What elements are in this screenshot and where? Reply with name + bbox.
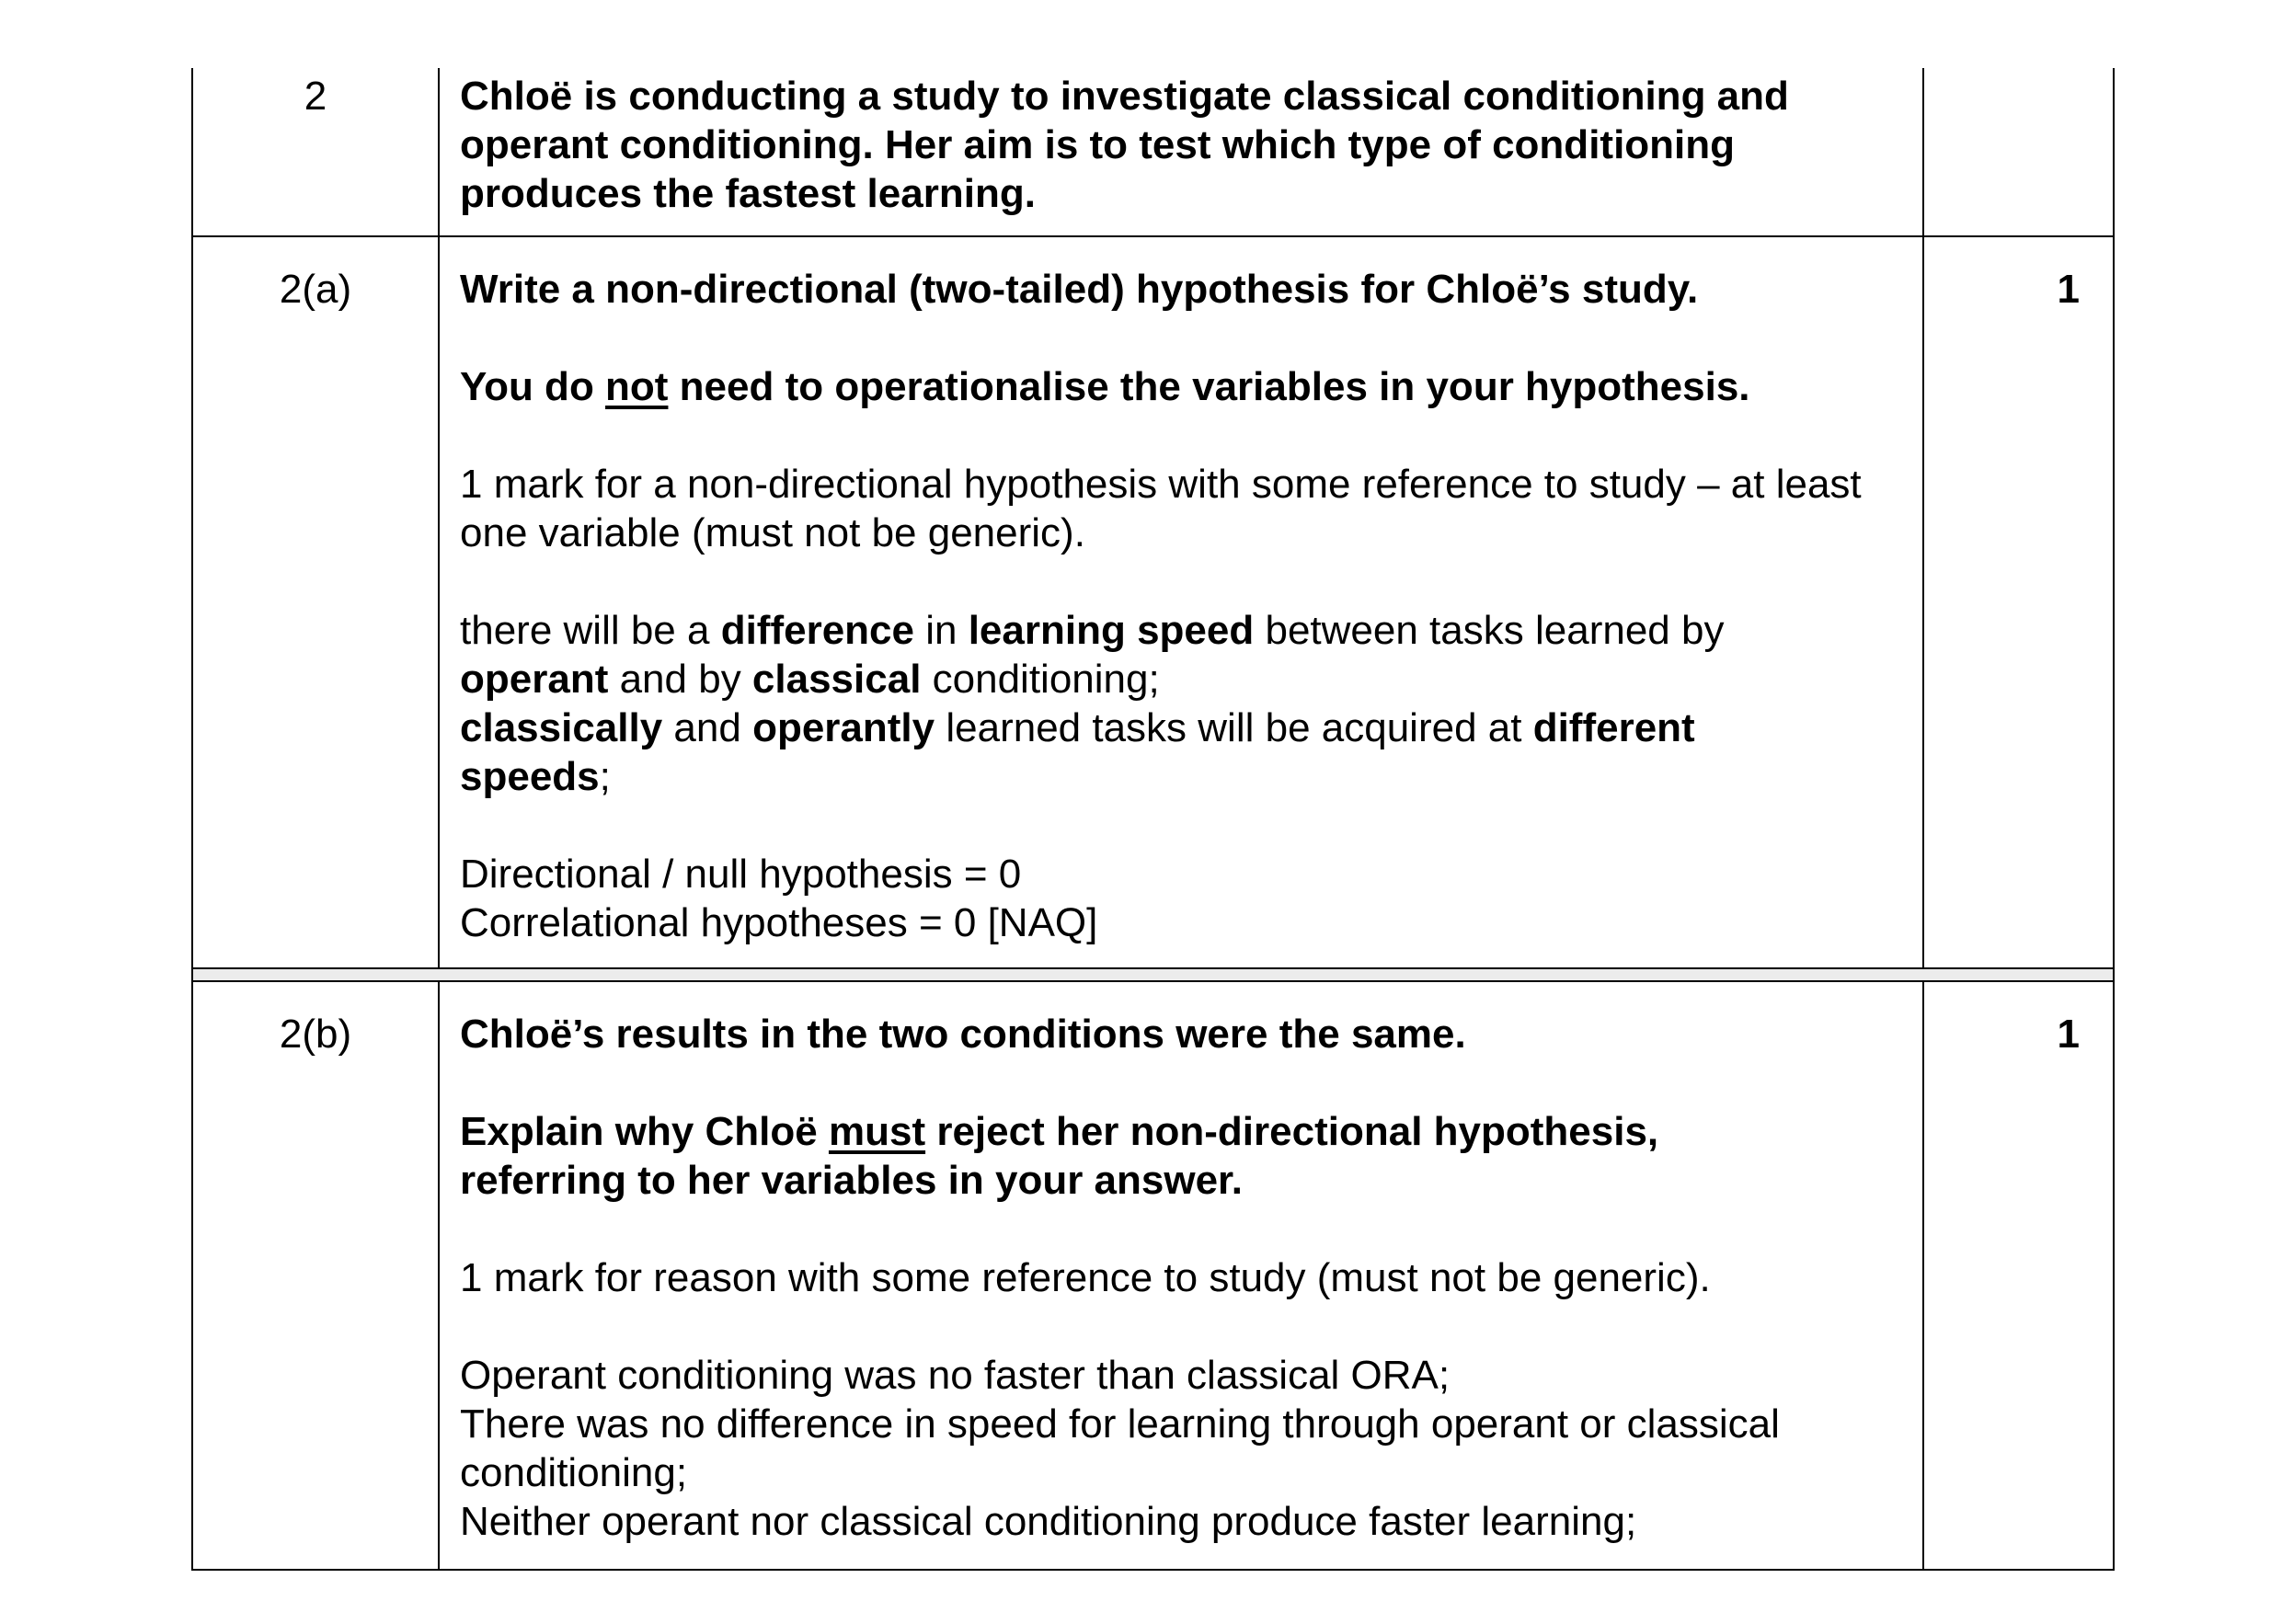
answer-text: in [914,608,969,653]
answer-line [460,606,1895,655]
question-2b-text: Chloë’s results in the two conditions were the same. [460,1012,1466,1057]
instruction-underlined: not [605,364,669,409]
question-2a-instruction [460,362,1895,411]
row-separator-double [193,967,2113,982]
answer-keyword: different [1532,705,1695,750]
answer-line: Operant conditioning was no faster than classical ORA; [460,1353,1451,1398]
marks-2b: 1 [2057,1012,2080,1057]
row-divider [193,235,2113,237]
answer-text: and by [608,657,752,702]
question-2b-cell [460,1010,1895,1546]
question-2a-cell [460,265,1895,947]
answer-line [460,752,1895,801]
question-2a-guidance: 1 mark for a non-directional hypothesis with some reference to study – at least one variable (must not be generic). [460,462,1862,555]
instruction-underlined: must [828,1109,926,1154]
answer-text: between tasks learned by [1254,608,1725,653]
instruction-text: Explain why Chloë [460,1109,829,1154]
question-number-2: 2 [304,74,327,119]
answer-line: Neither operant nor classical conditioning produce faster learning; [460,1499,1637,1544]
answer-line [460,655,1895,703]
answer-text: conditioning; [921,657,1160,702]
mark-scheme-table [191,68,2115,1571]
question-2a-text: Write a non-directional (two-tailed) hypothesis for Chloë’s study. [460,267,1699,312]
answer-line [460,703,1895,752]
question-2b-answers [460,1351,1895,1546]
answer-line: There was no difference in speed for learning through operant or classical conditioning; [460,1401,1780,1495]
answer-text: learned tasks will be acquired at [935,705,1533,750]
question-2-stem: Chloë is conducting a study to investigate classical conditioning and operant conditioning. Her aim is to test which type of conditioning produces the fastest learning. [460,74,1789,216]
answer-text: ; [599,754,611,799]
answer-keyword: learning speed [968,608,1255,653]
note-line: Correlational hypotheses = 0 [NAQ] [460,900,1098,945]
answer-keyword: classically [460,705,663,750]
instruction-text: reject her non-directional hypothesis, [925,1109,1659,1154]
answer-keyword: operantly [752,705,935,750]
answer-keyword: speeds [460,754,600,799]
instruction-text: You do [460,364,606,409]
question-2a-notes [460,850,1895,947]
answer-keyword: classical [751,657,922,702]
question-2a-answers [460,606,1895,801]
instruction-text: need to operationalise the variables in your hypothesis. [668,364,1750,409]
note-line: Directional / null hypothesis = 0 [460,852,1022,897]
marks-2a: 1 [2057,267,2080,312]
question-number-2a: 2(a) [279,267,352,312]
answer-keyword: operant [460,657,609,702]
answer-keyword: difference [720,608,914,653]
question-2b-instruction [460,1107,1895,1205]
question-number-2b: 2(b) [279,1012,352,1057]
answer-text: and [662,705,753,750]
answer-text: there will be a [460,608,721,653]
instruction-line [460,1107,1895,1156]
instruction-line: referring to her variables in your answer. [460,1158,1243,1203]
column-divider-number [438,68,440,1569]
question-2b-guidance: 1 mark for reason with some reference to study (must not be generic). [460,1255,1711,1300]
